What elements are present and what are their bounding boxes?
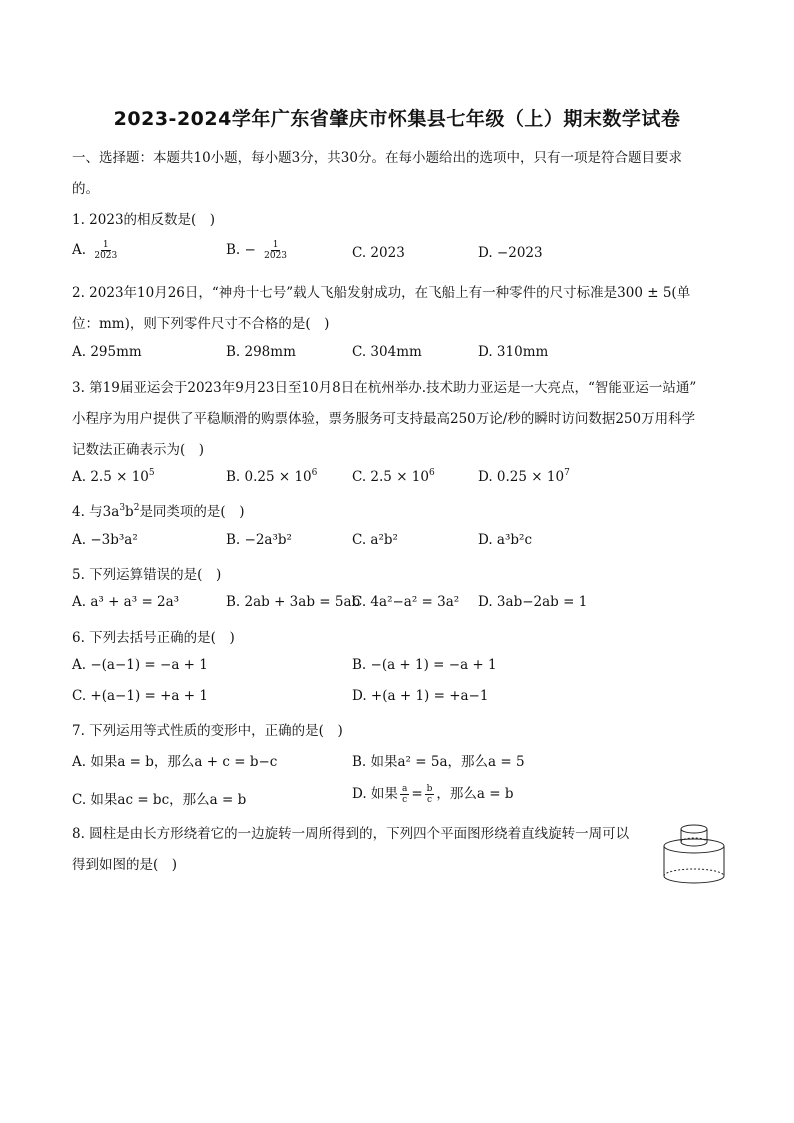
- q2-stem-line1: 2. 2023年10月26日，“神舟十七号”载人飞船发射成功，在飞船上有一种零件的尺寸标准是300 ± 5(单: [72, 285, 691, 301]
- q7-stem: 7. 下列运用等式性质的变形中，正确的是( ): [72, 723, 343, 739]
- q3-option-d: D. $0.25 \times 10^7$: [478, 468, 570, 485]
- q2-option-d: D. 310mm: [478, 344, 549, 360]
- q3-stem-line1: 3. 第19届亚运会于2023年9月23日至10月8日在杭州举办.技术助力亚运是一大亮点，“智能亚运一站通”: [72, 380, 697, 396]
- q7-option-a: A. 如果a = b，那么a + c = b−c: [72, 754, 278, 770]
- q4-option-a: A. −3b³a²: [72, 532, 138, 548]
- section-instruction-line1: 一、选择题：本题共10小题，每小题3分，共30分。在每小题给出的选项中，只有一项是符合题目要求: [72, 150, 682, 166]
- q6-stem: 6. 下列去括号正确的是( ): [72, 630, 235, 646]
- q4-option-c: C. a²b²: [352, 532, 398, 548]
- q6-option-b: B. −(a + 1) = −a + 1: [352, 657, 497, 673]
- q4-stem: 4. 与$3a^3b^2$是同类项的是( ): [72, 503, 245, 520]
- q6-option-c: C. +(a−1) = +a + 1: [72, 688, 208, 704]
- q7-option-c: C. 如果ac = bc，那么a = b: [72, 792, 247, 808]
- q1-option-c: C. 2023: [352, 245, 405, 261]
- q6-option-a: A. −(a−1) = −a + 1: [72, 657, 208, 673]
- q5-stem: 5. 下列运算错误的是( ): [72, 567, 222, 583]
- q8-stem-line1: 8. 圆柱是由长方形绕着它的一边旋转一周所得到的，下列四个平面图形绕着直线旋转一周可以: [72, 826, 630, 842]
- q8-stem-line2: 得到如图的是( ): [72, 857, 178, 873]
- q3-option-b: B. $0.25 \times 10^6$: [226, 468, 318, 485]
- q1-option-a: A. $\frac{1}{2023}$: [72, 240, 118, 261]
- q7-d-fraction-left: $\frac{a}{c}$: [401, 784, 408, 805]
- q3-stem-line2: 小程序为用户提供了平稳顺滑的购票体验，票务服务可支持最高250万论/秒的瞬时访问数据250万用科学: [72, 411, 696, 427]
- q6-option-d: D. +(a + 1) = +a−1: [352, 688, 489, 704]
- q1-option-d: D. −2023: [478, 245, 543, 261]
- section-instruction-line2: 的。: [72, 181, 99, 197]
- q2-stem-line2: 位：mm)，则下列零件尺寸不合格的是( ): [72, 316, 330, 332]
- q1-option-b: B. − $\frac{1}{2023}$: [226, 240, 288, 261]
- q2-option-c: C. 304mm: [352, 344, 422, 360]
- q3-option-a: A. $2.5 \times 10^5$: [72, 468, 155, 485]
- q1-b-fraction: $\frac{1}{2023}$: [264, 240, 288, 261]
- q5-option-b: B. 2ab + 3ab = 5ab: [226, 594, 361, 610]
- cylinder-figure: [658, 820, 730, 888]
- q1-stem: 1. 2023的相反数是( ): [72, 212, 216, 228]
- q2-option-b: B. 298mm: [226, 344, 296, 360]
- q7-d-fraction-right: $\frac{b}{c}$: [426, 784, 433, 805]
- page-title: 2023-2024学年广东省肇庆市怀集县七年级（上）期末数学试卷: [113, 108, 681, 130]
- q5-option-c: C. 4a²−a² = 3a²: [352, 594, 460, 610]
- q4-option-b: B. −2a³b²: [226, 532, 292, 548]
- q5-option-a: A. a³ + a³ = 2a³: [72, 594, 180, 610]
- q3-stem-line3: 记数法正确表示为( ): [72, 442, 205, 458]
- q4-option-d: D. a³b²c: [478, 532, 532, 548]
- q3-option-c: C. $2.5 \times 10^6$: [352, 468, 435, 485]
- q7-option-b: B. 如果a² = 5a，那么a = 5: [352, 754, 525, 770]
- q1-a-fraction: $\frac{1}{2023}$: [94, 240, 118, 261]
- q5-option-d: D. 3ab−2ab = 1: [478, 594, 588, 610]
- q7-option-d: D. 如果 $\frac{a}{c}$ = $\frac{b}{c}$ ，那么a = b: [352, 784, 514, 805]
- q2-option-a: A. 295mm: [72, 344, 142, 360]
